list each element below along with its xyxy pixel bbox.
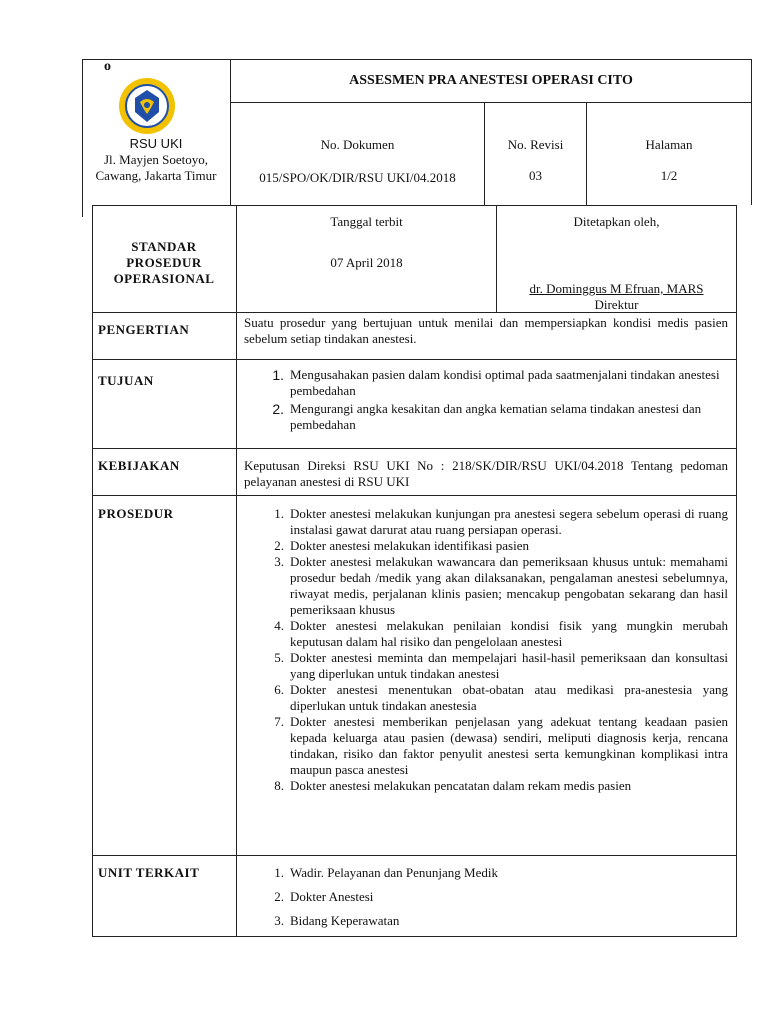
- tujuan-list: [244, 367, 728, 433]
- list-item: 3. Dokter anestesi melakukan wawancara dan pemeriksaan khusus untuk: memahami prosedur bedah /medik yang akan dilaksanakan, pengalaman anestesi sebelumnya, riwayat medis, perjalanan klinis pasien; mencakup pengobatan sekarang dan hasil pemeriksaan khusus: [274, 554, 728, 617]
- kebijakan-label: KEBIJAKAN: [98, 458, 180, 473]
- revision-value: 03: [529, 168, 542, 183]
- list-item: 2. Dokter Anestesi: [274, 889, 374, 904]
- hospital-address: Jl. Mayjen Soetoyo, Cawang, Jakarta Timur: [95, 152, 217, 183]
- list-item: 6. Dokter anestesi menentukan obat-obatan atau medikasi pra-anestesia yang diperlukan untuk tindakan anestesia: [274, 682, 728, 713]
- hospital-name: RSU UKI: [129, 136, 183, 151]
- list-item: 8. Dokter anestesi melakukan pencatatan dalam rekam medis pasien: [274, 778, 632, 793]
- list-item: 2. Mengurangi angka kesakitan dan angka kematian selama tindakan anestesi dan pembedahan: [272, 401, 702, 432]
- director-title: Direktur: [594, 297, 639, 312]
- corner-dot: o: [104, 59, 111, 74]
- prosedur-label: PROSEDUR: [98, 506, 174, 521]
- list-item: 1. Wadir. Pelayanan dan Penunjang Medik: [274, 865, 498, 880]
- page-value: 1/2: [660, 168, 678, 183]
- list-item: 2. Dokter anestesi melakukan identifikasi pasien: [274, 538, 529, 553]
- list-item: 7. Dokter anestesi memberikan penjelasan yang adekuat tentang keadaan pasien kepada keluarga atau pasien (dewasa) sendiri, meliputi diagnosis kerja, rencana tindakan, risiko dan faktor penyulit anestesi serta kemungkinan komplikasi intra maupun pasca anestesi: [274, 714, 728, 777]
- unit-label: UNIT TERKAIT: [98, 865, 200, 880]
- sop-label: STANDAR PROSEDUR OPERASIONAL: [113, 239, 215, 286]
- hospital-logo: [112, 76, 182, 136]
- revision-label: No. Revisi: [507, 137, 564, 152]
- pengertian-text: Suatu prosedur yang bertujuan untuk menilai dan mempersiapkan kondisi medis pasien sebelum setiap tindakan anestesi.: [244, 315, 728, 346]
- page-label: Halaman: [645, 137, 693, 152]
- list-item: 1. Mengusahakan pasien dalam kondisi optimal pada saatmenjalani tindakan anestesi pembedahan: [272, 367, 720, 398]
- doc-title: ASSESMEN PRA ANESTESI OPERASI CITO: [349, 73, 633, 88]
- set-by-label: Ditetapkan oleh,: [573, 214, 660, 229]
- pengertian-label: PENGERTIAN: [98, 322, 190, 337]
- list-item: 3. Bidang Keperawatan: [274, 913, 400, 928]
- kebijakan-text: Keputusan Direksi RSU UKI No : 218/SK/DIR/RSU UKI/04.2018 Tentang pedoman pelayanan anestesi di RSU UKI: [244, 458, 728, 489]
- issued-label: Tanggal terbit: [330, 214, 403, 229]
- prosedur-list: [244, 506, 728, 794]
- doc-number-label: No. Dokumen: [320, 137, 395, 152]
- tujuan-label: TUJUAN: [98, 373, 154, 388]
- list-item: 1. Dokter anestesi melakukan kunjungan pra anestesi segera sebelum operasi di ruang instalasi gawat darurat atau ruang persiapan operasi.: [274, 506, 728, 537]
- list-item: 5. Dokter anestesi meminta dan mempelajari hasil-hasil pemeriksaan dan konsultasi yang diperlukan untuk tindakan anestesi: [274, 650, 728, 681]
- unit-list: [244, 865, 728, 929]
- list-item: 4. Dokter anestesi melakukan penilaian kondisi fisik yang mungkin merubah keputusan dalam hal risiko dan pengelolaan anestesi: [274, 618, 728, 649]
- director-name: dr. Dominggus M Efruan, MARS: [529, 281, 704, 296]
- issued-date: 07 April 2018: [330, 255, 403, 270]
- doc-number-value: 015/SPO/OK/DIR/RSU UKI/04.2018: [259, 170, 456, 185]
